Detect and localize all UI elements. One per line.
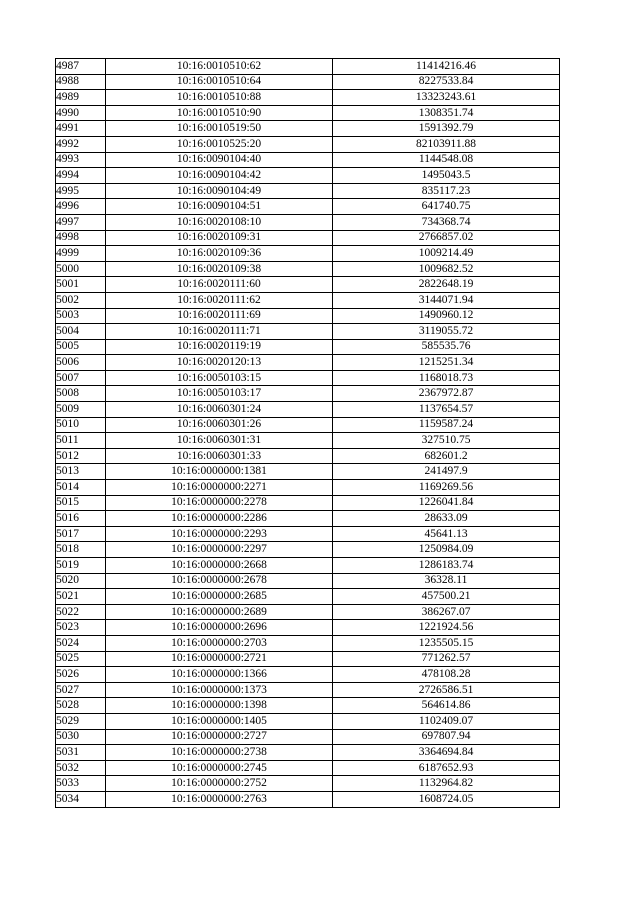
cadastral-number-cell: 10:16:0090104:40: [106, 152, 333, 168]
table-row: [56, 136, 560, 152]
cadastral-number-cell: 10:16:0010525:20: [106, 136, 333, 152]
row-number-cell: 4993: [56, 152, 106, 168]
row-number-cell: 4990: [56, 105, 106, 121]
cadastral-number-cell: 10:16:0010510:64: [106, 74, 333, 90]
row-number-cell: 5012: [56, 448, 106, 464]
cadastral-number-cell: 10:16:0000000:2763: [106, 791, 333, 807]
row-number-cell: 5026: [56, 667, 106, 683]
row-number-cell: 5027: [56, 682, 106, 698]
table-row: [56, 604, 560, 620]
amount-cell: 564614.86: [333, 698, 560, 714]
table-row: [56, 402, 560, 418]
amount-cell: 1168018.73: [333, 370, 560, 386]
amount-cell: 1159587.24: [333, 417, 560, 433]
amount-cell: 697807.94: [333, 729, 560, 745]
cadastral-number-cell: 10:16:0020109:36: [106, 246, 333, 262]
cadastral-number-cell: 10:16:0000000:2696: [106, 620, 333, 636]
amount-cell: 1608724.05: [333, 791, 560, 807]
row-number-cell: 5029: [56, 713, 106, 729]
table-row: [56, 433, 560, 449]
table-row: [56, 277, 560, 293]
row-number-cell: 5028: [56, 698, 106, 714]
cadastral-number-cell: 10:16:0000000:2297: [106, 542, 333, 558]
table-row: [56, 105, 560, 121]
amount-cell: 36328.11: [333, 573, 560, 589]
table-row: [56, 246, 560, 262]
table-row: [56, 526, 560, 542]
table-row: [56, 214, 560, 230]
row-number-cell: 4988: [56, 74, 106, 90]
row-number-cell: 5005: [56, 339, 106, 355]
table-row: [56, 417, 560, 433]
amount-cell: 28633.09: [333, 511, 560, 527]
cadastral-number-cell: 10:16:0020109:38: [106, 261, 333, 277]
amount-cell: 45641.13: [333, 526, 560, 542]
table-row: [56, 448, 560, 464]
row-number-cell: 4996: [56, 199, 106, 215]
amount-cell: 13323243.61: [333, 90, 560, 106]
row-number-cell: 4992: [56, 136, 106, 152]
row-number-cell: 5001: [56, 277, 106, 293]
cadastral-number-cell: 10:16:0010510:88: [106, 90, 333, 106]
amount-cell: 2822648.19: [333, 277, 560, 293]
cadastral-number-cell: 10:16:0000000:2745: [106, 760, 333, 776]
cadastral-number-cell: 10:16:0000000:2689: [106, 604, 333, 620]
cadastral-number-cell: 10:16:0020111:60: [106, 277, 333, 293]
table-row: [56, 480, 560, 496]
table-row: [56, 308, 560, 324]
row-number-cell: 5025: [56, 651, 106, 667]
amount-cell: 1490960.12: [333, 308, 560, 324]
row-number-cell: 5004: [56, 324, 106, 340]
table-row: [56, 324, 560, 340]
table-row: [56, 635, 560, 651]
amount-cell: 1132964.82: [333, 776, 560, 792]
amount-cell: 2367972.87: [333, 386, 560, 402]
row-number-cell: 5023: [56, 620, 106, 636]
row-number-cell: 4999: [56, 246, 106, 262]
amount-cell: 8227533.84: [333, 74, 560, 90]
amount-cell: 3144071.94: [333, 292, 560, 308]
amount-cell: 734368.74: [333, 214, 560, 230]
amount-cell: 11414216.46: [333, 59, 560, 75]
cadastral-number-cell: 10:16:0000000:2727: [106, 729, 333, 745]
row-number-cell: 5011: [56, 433, 106, 449]
table-row: [56, 511, 560, 527]
table-row: [56, 261, 560, 277]
row-number-cell: 4995: [56, 183, 106, 199]
cadastral-number-cell: 10:16:0020108:10: [106, 214, 333, 230]
cadastral-number-cell: 10:16:0060301:26: [106, 417, 333, 433]
row-number-cell: 5033: [56, 776, 106, 792]
row-number-cell: 5002: [56, 292, 106, 308]
row-number-cell: 5013: [56, 464, 106, 480]
amount-cell: 1215251.34: [333, 355, 560, 371]
row-number-cell: 5003: [56, 308, 106, 324]
row-number-cell: 5020: [56, 573, 106, 589]
cadastral-number-cell: 10:16:0020109:31: [106, 230, 333, 246]
table-row: [56, 464, 560, 480]
amount-cell: 1137654.57: [333, 402, 560, 418]
table-row: [56, 339, 560, 355]
amount-cell: 1144548.08: [333, 152, 560, 168]
row-number-cell: 5034: [56, 791, 106, 807]
cadastral-number-cell: 10:16:0000000:2278: [106, 495, 333, 511]
table-row: [56, 791, 560, 807]
cadastral-number-cell: 10:16:0090104:51: [106, 199, 333, 215]
amount-cell: 82103911.88: [333, 136, 560, 152]
cadastral-number-cell: 10:16:0020111:71: [106, 324, 333, 340]
table-row: [56, 183, 560, 199]
amount-cell: 3364694.84: [333, 745, 560, 761]
cadastral-number-cell: 10:16:0010510:62: [106, 59, 333, 75]
row-number-cell: 5024: [56, 635, 106, 651]
amount-cell: 1495043.5: [333, 168, 560, 184]
cadastral-number-cell: 10:16:0010510:90: [106, 105, 333, 121]
table-row: [56, 651, 560, 667]
amount-cell: 3119055.72: [333, 324, 560, 340]
amount-cell: 1221924.56: [333, 620, 560, 636]
table-row: [56, 558, 560, 574]
row-number-cell: 4989: [56, 90, 106, 106]
table-row: [56, 713, 560, 729]
row-number-cell: 4997: [56, 214, 106, 230]
cadastral-number-cell: 10:16:0000000:1366: [106, 667, 333, 683]
amount-cell: 835117.23: [333, 183, 560, 199]
cadastral-number-cell: 10:16:0060301:31: [106, 433, 333, 449]
row-number-cell: 5009: [56, 402, 106, 418]
amount-cell: 585535.76: [333, 339, 560, 355]
amount-cell: 327510.75: [333, 433, 560, 449]
cadastral-number-cell: 10:16:0020120:13: [106, 355, 333, 371]
cadastral-number-cell: 10:16:0000000:1405: [106, 713, 333, 729]
table-row: [56, 121, 560, 137]
table-row: [56, 589, 560, 605]
table-row: [56, 59, 560, 75]
table-row: [56, 90, 560, 106]
cadastral-number-cell: 10:16:0000000:2678: [106, 573, 333, 589]
table-row: [56, 355, 560, 371]
cadastral-number-cell: 10:16:0000000:1373: [106, 682, 333, 698]
row-number-cell: 5008: [56, 386, 106, 402]
row-number-cell: 4991: [56, 121, 106, 137]
amount-cell: 1169269.56: [333, 480, 560, 496]
row-number-cell: 5032: [56, 760, 106, 776]
cadastral-number-cell: 10:16:0090104:49: [106, 183, 333, 199]
cadastral-number-cell: 10:16:0000000:2293: [106, 526, 333, 542]
table-row: [56, 370, 560, 386]
cadastral-number-cell: 10:16:0060301:33: [106, 448, 333, 464]
cadastral-number-cell: 10:16:0020111:62: [106, 292, 333, 308]
row-number-cell: 5007: [56, 370, 106, 386]
table-row: [56, 168, 560, 184]
row-number-cell: 5018: [56, 542, 106, 558]
amount-cell: 241497.9: [333, 464, 560, 480]
amount-cell: 1102409.07: [333, 713, 560, 729]
amount-cell: 457500.21: [333, 589, 560, 605]
row-number-cell: 5017: [56, 526, 106, 542]
cadastral-number-cell: 10:16:0000000:2752: [106, 776, 333, 792]
amount-cell: 2766857.02: [333, 230, 560, 246]
table-row: [56, 698, 560, 714]
table-body: [56, 59, 560, 808]
amount-cell: 1308351.74: [333, 105, 560, 121]
table-row: [56, 760, 560, 776]
table-row: [56, 573, 560, 589]
cadastral-number-cell: 10:16:0000000:2703: [106, 635, 333, 651]
amount-cell: 2726586.51: [333, 682, 560, 698]
cadastral-number-cell: 10:16:0000000:1381: [106, 464, 333, 480]
amount-cell: 641740.75: [333, 199, 560, 215]
row-number-cell: 5022: [56, 604, 106, 620]
table-row: [56, 292, 560, 308]
cadastral-number-cell: 10:16:0010519:50: [106, 121, 333, 137]
row-number-cell: 4998: [56, 230, 106, 246]
row-number-cell: 4994: [56, 168, 106, 184]
row-number-cell: 5014: [56, 480, 106, 496]
row-number-cell: 5030: [56, 729, 106, 745]
row-number-cell: 5019: [56, 558, 106, 574]
table-row: [56, 74, 560, 90]
amount-cell: 386267.07: [333, 604, 560, 620]
cadastral-number-cell: 10:16:0050103:15: [106, 370, 333, 386]
table-row: [56, 667, 560, 683]
table-row: [56, 199, 560, 215]
table-row: [56, 682, 560, 698]
cadastral-number-cell: 10:16:0020111:69: [106, 308, 333, 324]
cadastral-number-cell: 10:16:0050103:17: [106, 386, 333, 402]
cadastral-number-cell: 10:16:0000000:2721: [106, 651, 333, 667]
amount-cell: 478108.28: [333, 667, 560, 683]
row-number-cell: 5015: [56, 495, 106, 511]
row-number-cell: 5031: [56, 745, 106, 761]
cadastral-number-cell: 10:16:0000000:1398: [106, 698, 333, 714]
row-number-cell: 5021: [56, 589, 106, 605]
row-number-cell: 5006: [56, 355, 106, 371]
amount-cell: 682601.2: [333, 448, 560, 464]
amount-cell: 1226041.84: [333, 495, 560, 511]
amount-cell: 1250984.09: [333, 542, 560, 558]
amount-cell: 6187652.93: [333, 760, 560, 776]
cadastral-number-cell: 10:16:0000000:2738: [106, 745, 333, 761]
row-number-cell: 5010: [56, 417, 106, 433]
table-row: [56, 495, 560, 511]
table-row: [56, 729, 560, 745]
row-number-cell: 5000: [56, 261, 106, 277]
amount-cell: 1235505.15: [333, 635, 560, 651]
cadastral-number-cell: 10:16:0090104:42: [106, 168, 333, 184]
table-row: [56, 620, 560, 636]
cadastral-number-cell: 10:16:0000000:2668: [106, 558, 333, 574]
table-row: [56, 745, 560, 761]
amount-cell: 771262.57: [333, 651, 560, 667]
cadastral-number-cell: 10:16:0000000:2286: [106, 511, 333, 527]
amount-cell: 1009214.49: [333, 246, 560, 262]
table-row: [56, 542, 560, 558]
amount-cell: 1591392.79: [333, 121, 560, 137]
data-table: [55, 58, 560, 808]
amount-cell: 1009682.52: [333, 261, 560, 277]
row-number-cell: 4987: [56, 59, 106, 75]
row-number-cell: 5016: [56, 511, 106, 527]
amount-cell: 1286183.74: [333, 558, 560, 574]
cadastral-number-cell: 10:16:0000000:2685: [106, 589, 333, 605]
table-row: [56, 230, 560, 246]
cadastral-number-cell: 10:16:0060301:24: [106, 402, 333, 418]
table-row: [56, 386, 560, 402]
cadastral-number-cell: 10:16:0020119:19: [106, 339, 333, 355]
cadastral-number-cell: 10:16:0000000:2271: [106, 480, 333, 496]
table-row: [56, 152, 560, 168]
table-row: [56, 776, 560, 792]
